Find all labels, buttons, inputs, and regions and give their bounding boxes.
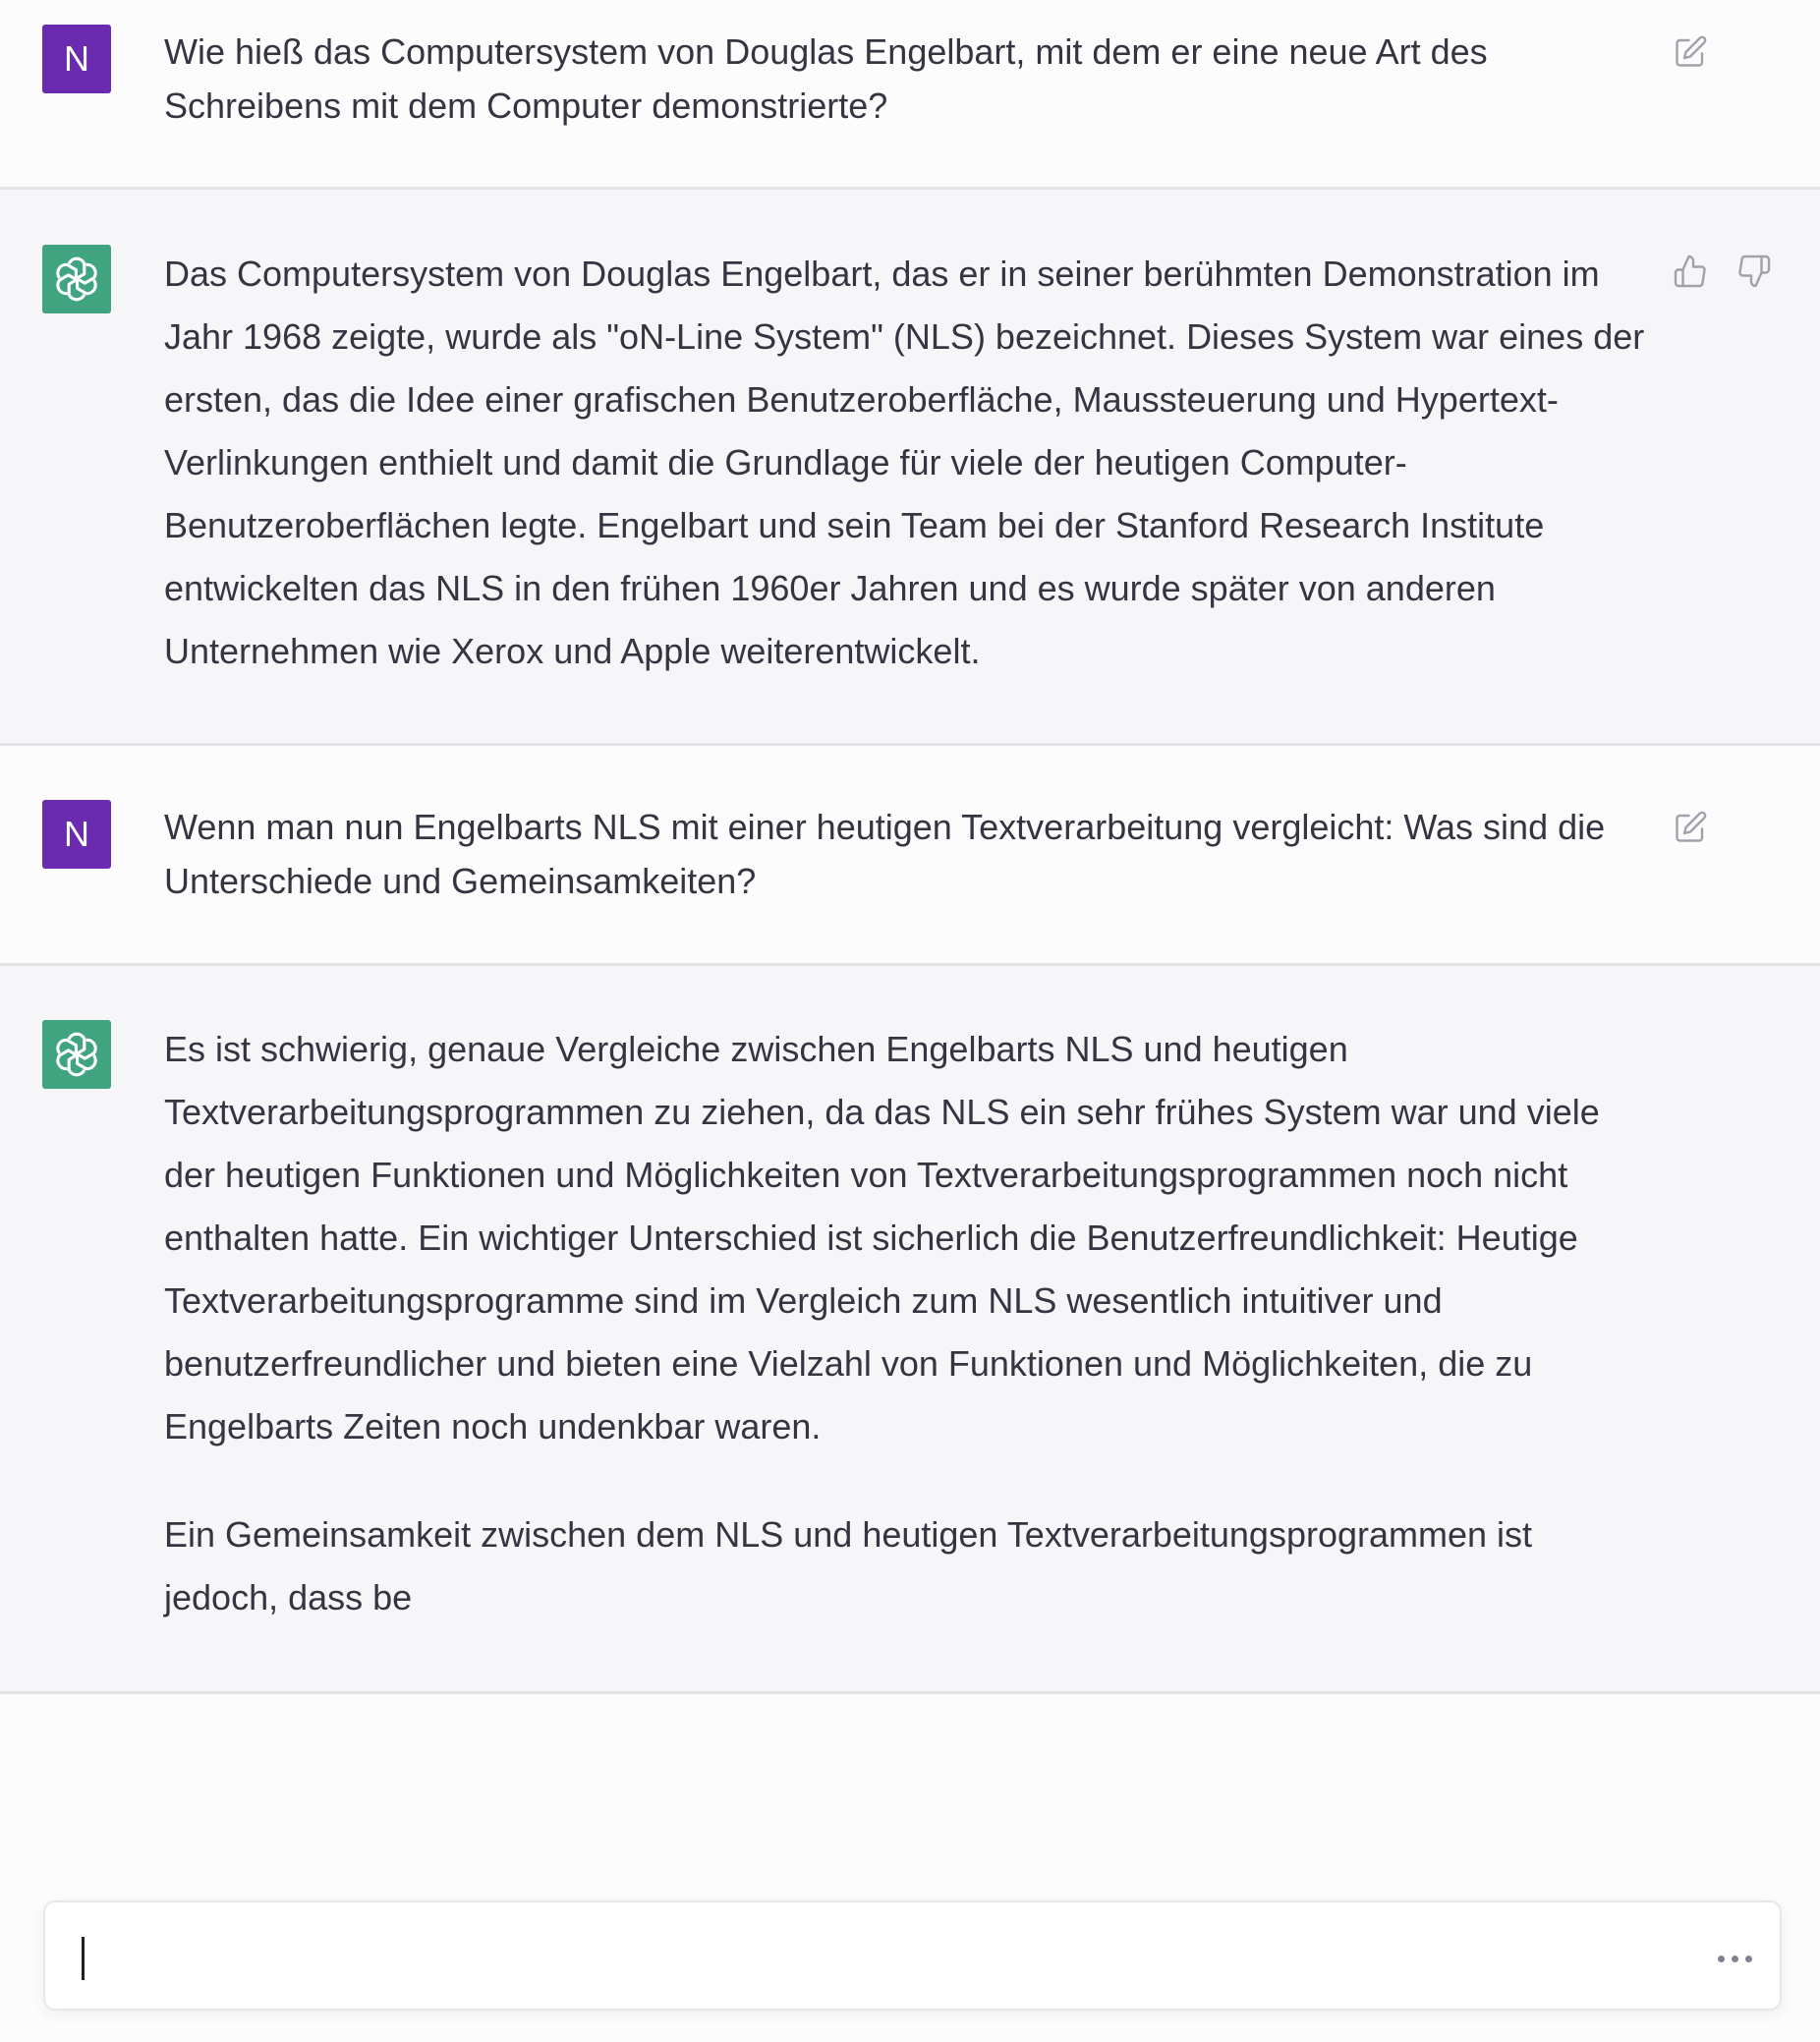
dot (1745, 1956, 1752, 1962)
user-message-text (164, 25, 1648, 133)
message-paragraph: Das Computersystem von Douglas Engelbart, das er in seiner berühmten Demonstration im Jahr 1968 zeigte, wurde als "oN-Line System" (NLS) bezeichnet. Dieses System war eines der ersten, das die Idee einer grafischen Benutzeroberfläche, Maussteuerung und Hypertext-Verlinkungen enthielt und damit die Grundlage für viele der heutigen Computer-Benutzeroberflächen legte. Engelbart und sein Team bei der Stanford Research Institute entwickelten das NLS in den frühen 1960er Jahren und es wurde später von anderen Unternehmen wie Xerox und Apple weiterentwickelt. (164, 254, 1645, 671)
edit-icon (1673, 34, 1708, 70)
user-avatar (42, 25, 111, 93)
user-avatar-letter: N (64, 38, 89, 79)
message-paragraph: Wie hieß das Computersystem von Douglas Engelbart, mit dem er eine neue Art des Schreibens mit dem Computer demonstrierte? (164, 31, 1488, 126)
message-paragraph: Es ist schwierig, genaue Vergleiche zwischen Engelbarts NLS und heutigen Textverarbeitungsprogrammen zu ziehen, da das NLS ein sehr frühes System war und viele der heutigen Funktionen und Möglichkeiten von Textverarbeitungsprogrammen noch nicht enthalten hatte. Ein wichtiger Unterschied ist sicherlich die Benutzerfreundlichkeit: Heutige Textverarbeitungsprogramme sind im Vergleich zum NLS wesentlich intuitiver und benutzerfreundlicher und bieten eine Vielzahl von Funktionen und Möglichkeiten, die zu Engelbarts Zeiten noch undenkbar waren. (164, 1029, 1600, 1446)
thumbs-down-icon (1736, 254, 1772, 289)
message-input[interactable] (43, 1900, 1782, 2011)
typing-dots-icon (1718, 1956, 1752, 1962)
user-avatar (42, 800, 111, 869)
openai-logo-icon (51, 1029, 102, 1080)
user-avatar-letter: N (64, 814, 89, 854)
edit-icon (1673, 810, 1708, 845)
thumbs-up-icon (1673, 254, 1708, 289)
message-paragraph: Ein Gemeinsamkeit zwischen dem NLS und heutigen Textverarbeitungsprogrammen ist jedoch, dass be (164, 1514, 1533, 1617)
edit-message-button[interactable] (1670, 807, 1711, 848)
assistant-message (0, 966, 1820, 1694)
user-message-text (164, 800, 1648, 908)
thumbs-down-button[interactable] (1734, 251, 1775, 292)
dot (1732, 1956, 1738, 1962)
thumbs-up-button[interactable] (1670, 251, 1711, 292)
assistant-message-text (164, 243, 1648, 683)
edit-message-button[interactable] (1670, 31, 1711, 73)
message-paragraph: Wenn man nun Engelbarts NLS mit einer heutigen Textverarbeitung vergleicht: Was sind die Unterschiede und Gemeinsamkeiten? (164, 807, 1606, 901)
assistant-message (0, 190, 1820, 746)
text-cursor (82, 1937, 85, 1980)
user-message (0, 0, 1820, 190)
dot (1718, 1956, 1725, 1962)
openai-logo-icon (51, 254, 102, 305)
user-message (0, 746, 1820, 966)
assistant-message-text (164, 1018, 1648, 1629)
assistant-avatar (42, 1020, 111, 1089)
assistant-avatar (42, 245, 111, 313)
